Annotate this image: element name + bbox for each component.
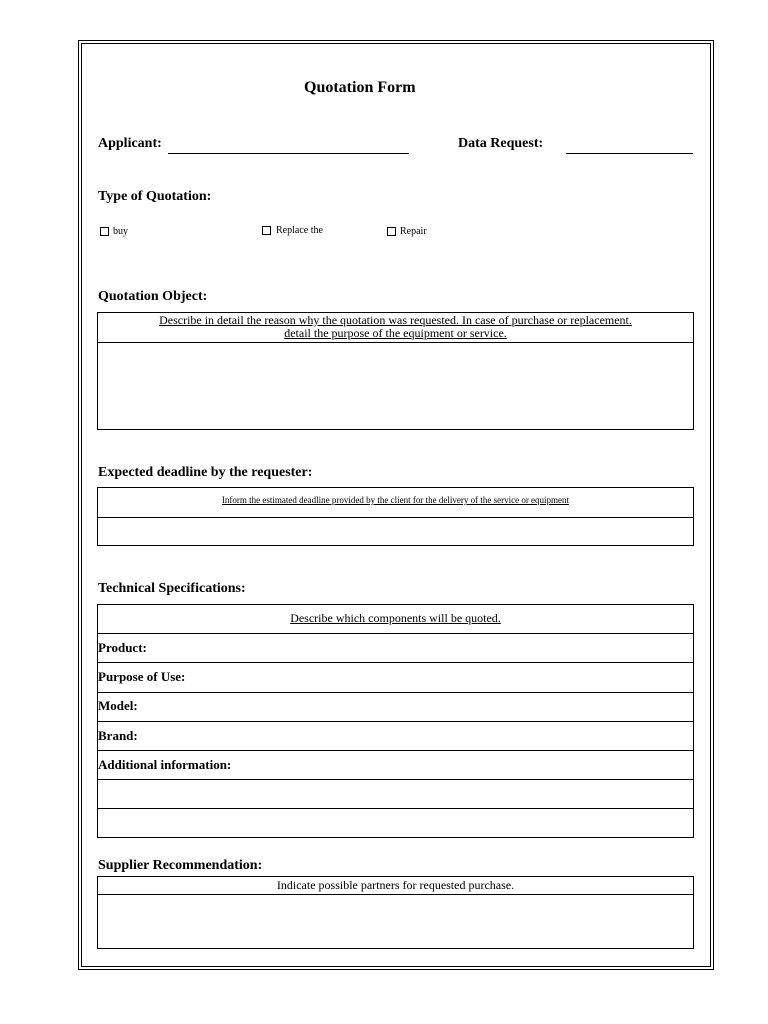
date-request-field[interactable] [566, 153, 693, 154]
supplier-recommendation-label: Supplier Recommendation: [98, 858, 263, 873]
applicant-label: Applicant: [98, 136, 162, 151]
additional-information-field-1[interactable] [98, 780, 693, 808]
additional-information-field-2[interactable] [98, 809, 693, 837]
quotation-object-instruction-2: detail the purpose of the equipment or service. [284, 326, 507, 340]
tech-row-divider [97, 721, 694, 722]
type-of-quotation-label: Type of Quotation: [98, 189, 212, 204]
deadline-instruction: Inform the estimated deadline provided by the client for the delivery of the service or equipment [221, 495, 570, 505]
tech-row-divider [97, 633, 694, 634]
deadline-field[interactable] [98, 518, 693, 545]
tech-row-divider [97, 750, 694, 751]
date-request-label: Data Request: [458, 136, 544, 151]
repair-checkbox[interactable] [387, 227, 396, 236]
tech-row-divider [97, 692, 694, 693]
technical-specifications-instruction: Describe which components will be quoted. [290, 611, 501, 625]
tech-row-divider [97, 662, 694, 663]
product-label: Product: [98, 640, 147, 655]
quotation-object-instruction-1: Describe in detail the reason why the quotation was requested. In case of purchase or replacement. [159, 313, 632, 327]
purpose-of-use-label: Purpose of Use: [98, 669, 186, 684]
additional-information-label: Additional information: [98, 757, 232, 772]
repair-option-label: Repair [400, 226, 427, 237]
technical-specifications-label: Technical Specifications: [98, 581, 246, 596]
replace-option-label: Replace the [276, 225, 323, 236]
buy-option-label: buy [113, 226, 128, 237]
deadline-label: Expected deadline by the requester: [98, 465, 313, 480]
model-label: Model: [98, 698, 138, 713]
form-title: Quotation Form [304, 79, 416, 96]
buy-checkbox[interactable] [100, 227, 109, 236]
quotation-object-field[interactable] [98, 343, 693, 429]
replace-checkbox[interactable] [262, 226, 271, 235]
supplier-recommendation-instruction: Indicate possible partners for requested purchase. [276, 878, 515, 892]
quotation-object-label: Quotation Object: [98, 289, 208, 304]
supplier-recommendation-field[interactable] [98, 895, 693, 948]
applicant-field[interactable] [168, 153, 409, 154]
brand-label: Brand: [98, 728, 138, 743]
